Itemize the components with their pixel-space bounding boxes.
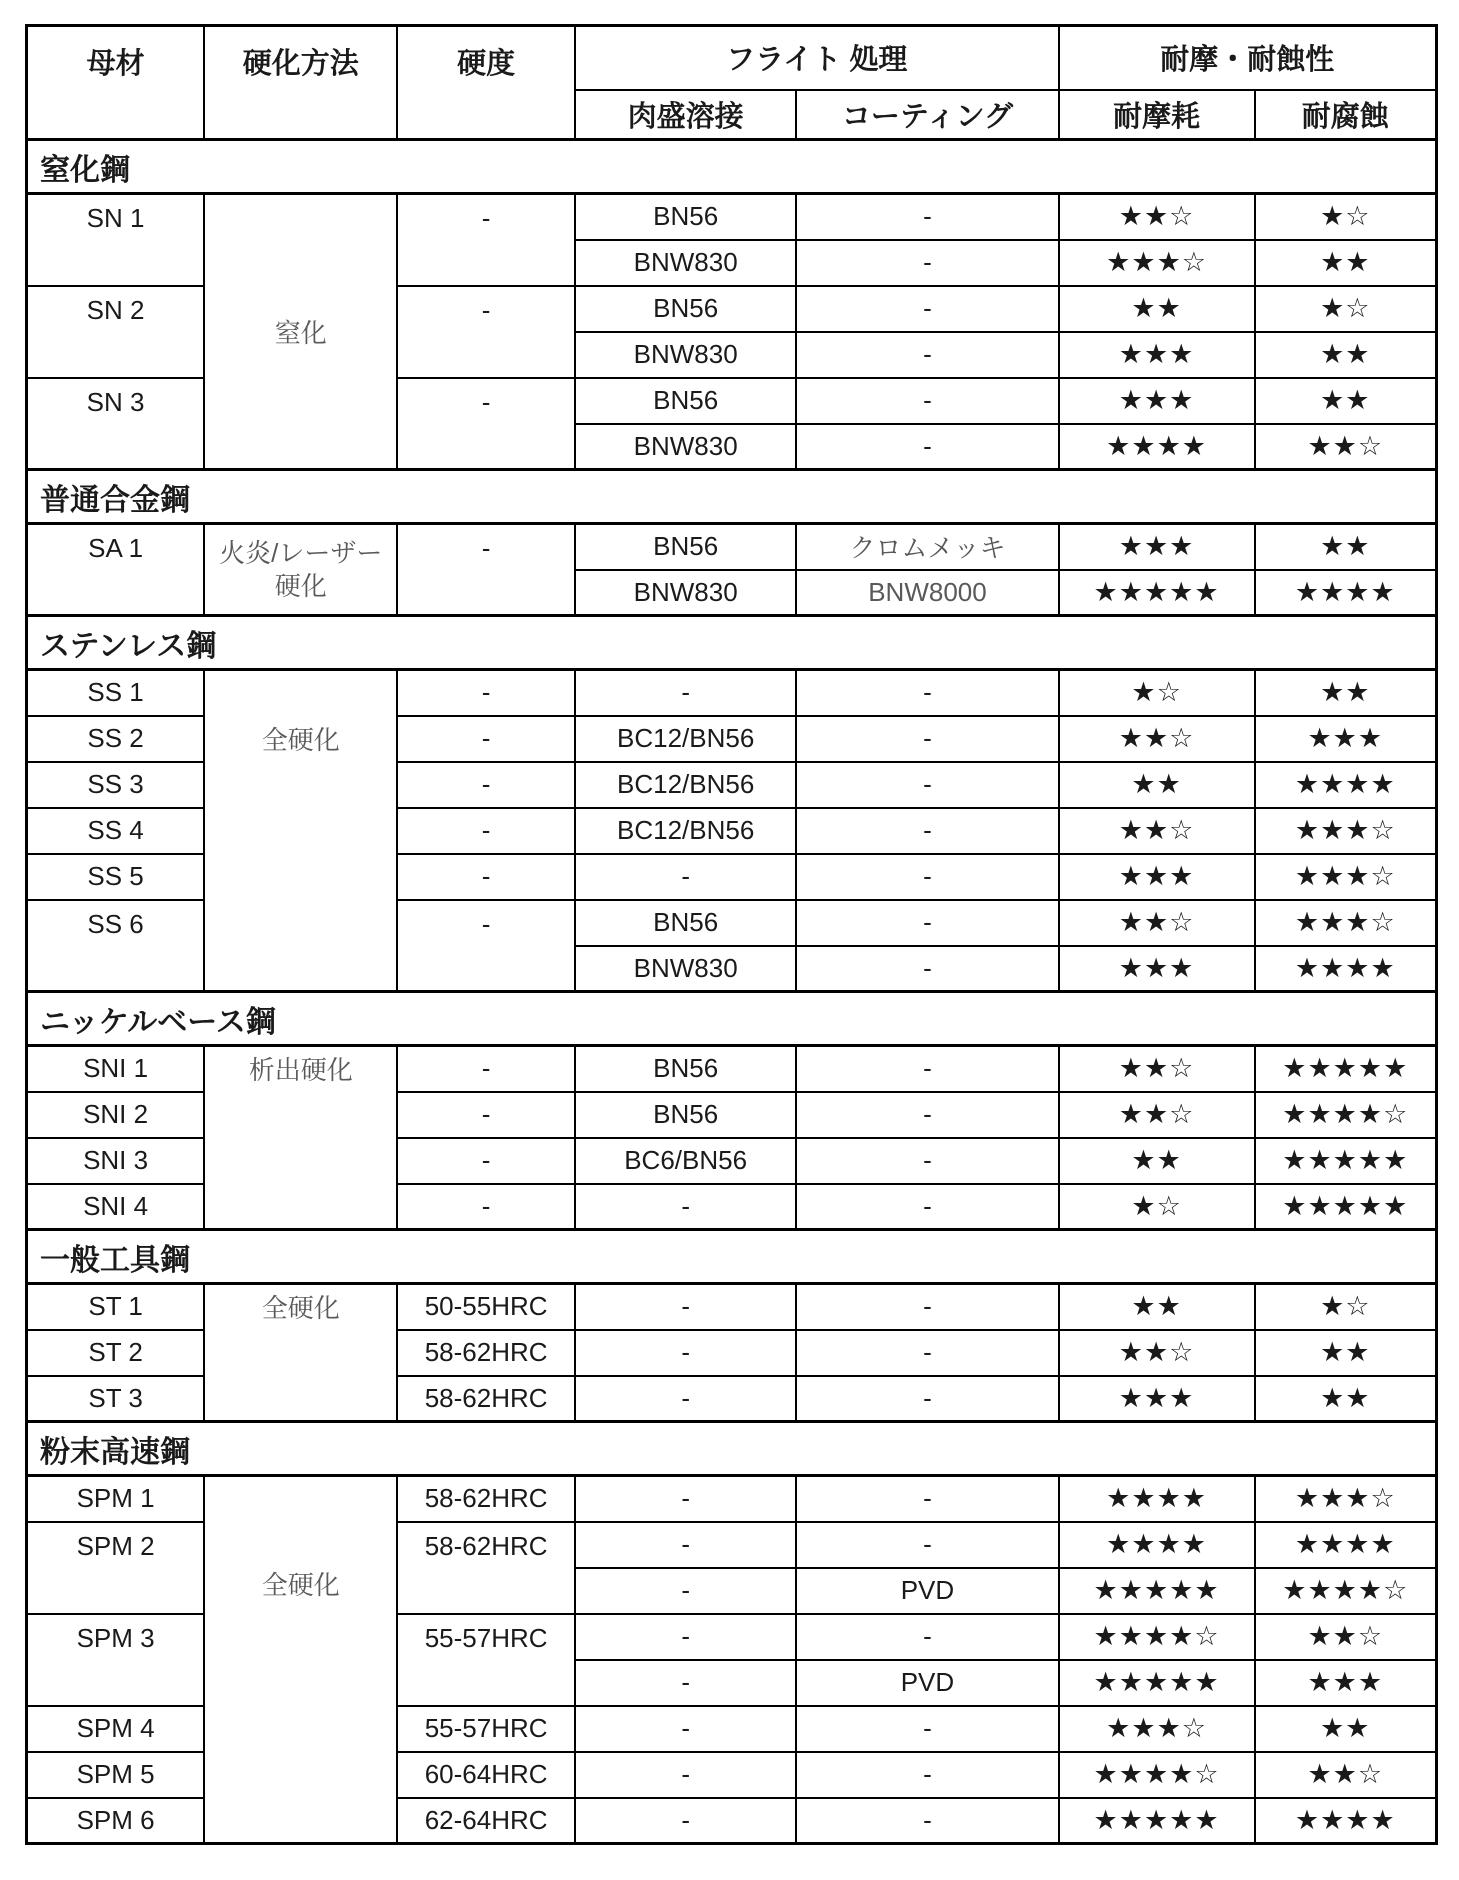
hardness-cell: - [397,670,575,716]
coating-cell: - [796,1046,1058,1092]
coating-cell: - [796,332,1058,378]
section-title: 一般工具鋼 [27,1230,1437,1284]
hardness-cell: 55-57HRC [397,1706,575,1752]
material-cell: SNI 2 [27,1092,205,1138]
corrosion-rating: ★★★☆ [1255,808,1437,854]
material-cell: SS 6 [27,900,205,992]
corrosion-rating: ★☆ [1255,286,1437,332]
section-row [27,992,1437,1046]
hardness-cell: - [397,1138,575,1184]
wear-rating: ★☆ [1059,670,1255,716]
hardness-cell: - [397,286,575,378]
welding-cell: BC6/BN56 [575,1138,796,1184]
wear-rating: ★★★ [1059,524,1255,570]
corrosion-rating: ★★ [1255,524,1437,570]
hardness-cell: - [397,716,575,762]
material-cell: SPM 5 [27,1752,205,1798]
table-row [27,1476,1437,1522]
material-cell: SS 3 [27,762,205,808]
corrosion-rating: ★★ [1255,670,1437,716]
material-cell: SN 3 [27,378,205,470]
section-row [27,140,1437,194]
welding-cell: - [575,1568,796,1614]
wear-rating: ★★★ [1059,854,1255,900]
coating-cell: - [796,716,1058,762]
wear-rating: ★★★★☆ [1059,1614,1255,1660]
material-cell: SPM 2 [27,1522,205,1614]
method-cell: 全硬化 [204,1476,397,1844]
wear-rating: ★★★★★ [1059,570,1255,616]
corrosion-rating: ★★★★ [1255,570,1437,616]
hardness-cell: 62-64HRC [397,1798,575,1844]
coating-cell: - [796,946,1058,992]
section-title: ニッケルベース鋼 [27,992,1437,1046]
wear-rating: ★★ [1059,1284,1255,1330]
material-cell: SPM 4 [27,1706,205,1752]
material-cell: SPM 3 [27,1614,205,1706]
header-hardness: 硬度 [397,26,575,140]
corrosion-rating: ★★ [1255,378,1437,424]
table-row [27,194,1437,240]
wear-rating: ★★☆ [1059,1330,1255,1376]
coating-cell: - [796,1184,1058,1230]
wear-rating: ★★☆ [1059,1092,1255,1138]
wear-rating: ★★★★★ [1059,1660,1255,1706]
corrosion-rating: ★★ [1255,1706,1437,1752]
material-cell: ST 3 [27,1376,205,1422]
header-coating: コーティング [796,90,1058,140]
section-row [27,1230,1437,1284]
corrosion-rating: ★★★★☆ [1255,1092,1437,1138]
wear-rating: ★★★ [1059,946,1255,992]
method-cell: 全硬化 [204,1284,397,1422]
hardness-cell: 58-62HRC [397,1476,575,1522]
coating-cell: - [796,762,1058,808]
method-cell: 火炎/レーザー硬化 [204,524,397,616]
coating-cell: - [796,1614,1058,1660]
corrosion-rating: ★★★☆ [1255,1476,1437,1522]
corrosion-rating: ★★★☆ [1255,854,1437,900]
corrosion-rating: ★★ [1255,332,1437,378]
wear-rating: ★★☆ [1059,900,1255,946]
welding-cell: - [575,1522,796,1568]
section-title: ステンレス鋼 [27,616,1437,670]
welding-cell: - [575,854,796,900]
header-row-1 [27,26,1437,90]
coating-cell: クロムメッキ [796,524,1058,570]
coating-cell: - [796,1138,1058,1184]
welding-cell: BN56 [575,378,796,424]
welding-cell: - [575,1660,796,1706]
material-spec-table [25,24,1438,1845]
corrosion-rating: ★★★★ [1255,1522,1437,1568]
coating-cell: - [796,1522,1058,1568]
wear-rating: ★★☆ [1059,808,1255,854]
corrosion-rating: ★★★★ [1255,946,1437,992]
wear-rating: ★☆ [1059,1184,1255,1230]
method-cell: 全硬化 [204,670,397,992]
welding-cell: BN56 [575,286,796,332]
hardness-cell: 58-62HRC [397,1376,575,1422]
hardness-cell: - [397,194,575,286]
coating-cell: - [796,194,1058,240]
wear-rating: ★★★ [1059,378,1255,424]
material-cell: SN 2 [27,286,205,378]
corrosion-rating: ★★ [1255,1376,1437,1422]
wear-rating: ★★★★ [1059,424,1255,470]
wear-rating: ★★☆ [1059,1046,1255,1092]
header-wear-resistance: 耐摩耗 [1059,90,1255,140]
welding-cell: BNW830 [575,332,796,378]
wear-rating: ★★★☆ [1059,1706,1255,1752]
corrosion-rating: ★★★☆ [1255,900,1437,946]
wear-rating: ★★★★ [1059,1522,1255,1568]
material-cell: SNI 4 [27,1184,205,1230]
coating-cell: - [796,808,1058,854]
hardness-cell: - [397,1092,575,1138]
wear-rating: ★★☆ [1059,716,1255,762]
welding-cell: BN56 [575,524,796,570]
corrosion-rating: ★★ [1255,240,1437,286]
welding-cell: BNW830 [575,570,796,616]
welding-cell: - [575,1798,796,1844]
wear-rating: ★★ [1059,286,1255,332]
corrosion-rating: ★★★★★ [1255,1184,1437,1230]
header-base-material: 母材 [27,26,205,140]
welding-cell: - [575,1184,796,1230]
hardness-cell: - [397,900,575,992]
material-cell: SS 4 [27,808,205,854]
coating-cell: - [796,1376,1058,1422]
section-title: 普通合金鋼 [27,470,1437,524]
coating-cell: - [796,1476,1058,1522]
method-cell: 析出硬化 [204,1046,397,1230]
header-wear-corrosion-group: 耐摩・耐蝕性 [1059,26,1437,90]
wear-rating: ★★★☆ [1059,240,1255,286]
table-row [27,670,1437,716]
welding-cell: BN56 [575,194,796,240]
welding-cell: BNW830 [575,240,796,286]
coating-cell: - [796,670,1058,716]
coating-cell: PVD [796,1660,1058,1706]
hardness-cell: - [397,808,575,854]
coating-cell: - [796,378,1058,424]
corrosion-rating: ★★☆ [1255,1614,1437,1660]
hardness-cell: - [397,378,575,470]
wear-rating: ★★★ [1059,332,1255,378]
material-cell: SS 1 [27,670,205,716]
header-flight-treatment: フライト 処理 [575,26,1059,90]
hardness-cell: - [397,1046,575,1092]
hardness-cell: - [397,1184,575,1230]
wear-rating: ★★ [1059,762,1255,808]
section-title: 窒化鋼 [27,140,1437,194]
coating-cell: - [796,1798,1058,1844]
material-cell: SNI 3 [27,1138,205,1184]
coating-cell: - [796,286,1058,332]
welding-cell: - [575,1614,796,1660]
welding-cell: BNW830 [575,946,796,992]
coating-cell: - [796,1752,1058,1798]
section-title: 粉末高速鋼 [27,1422,1437,1476]
welding-cell: - [575,1476,796,1522]
table-row [27,1046,1437,1092]
hardness-cell: 60-64HRC [397,1752,575,1798]
corrosion-rating: ★★★★★ [1255,1138,1437,1184]
coating-cell: - [796,1092,1058,1138]
table-row [27,524,1437,570]
hardness-cell: - [397,762,575,808]
corrosion-rating: ★★★ [1255,1660,1437,1706]
material-cell: SN 1 [27,194,205,286]
material-cell: SA 1 [27,524,205,616]
corrosion-rating: ★★☆ [1255,1752,1437,1798]
method-cell: 窒化 [204,194,397,470]
coating-cell: - [796,240,1058,286]
corrosion-rating: ★★ [1255,1330,1437,1376]
material-cell: SS 5 [27,854,205,900]
corrosion-rating: ★☆ [1255,194,1437,240]
corrosion-rating: ★★☆ [1255,424,1437,470]
welding-cell: BC12/BN56 [575,808,796,854]
material-cell: SNI 1 [27,1046,205,1092]
header-hardening-method: 硬化方法 [204,26,397,140]
section-row [27,470,1437,524]
material-cell: SPM 6 [27,1798,205,1844]
welding-cell: BNW830 [575,424,796,470]
wear-rating: ★★★★★ [1059,1798,1255,1844]
coating-cell: - [796,900,1058,946]
corrosion-rating: ★☆ [1255,1284,1437,1330]
coating-cell: - [796,1330,1058,1376]
material-cell: SS 2 [27,716,205,762]
welding-cell: - [575,1376,796,1422]
hardness-cell: 55-57HRC [397,1614,575,1706]
hardness-cell: 58-62HRC [397,1522,575,1614]
corrosion-rating: ★★★★ [1255,1798,1437,1844]
wear-rating: ★★★★☆ [1059,1752,1255,1798]
material-cell: SPM 1 [27,1476,205,1522]
corrosion-rating: ★★★★☆ [1255,1568,1437,1614]
corrosion-rating: ★★★★★ [1255,1046,1437,1092]
hardness-cell: 58-62HRC [397,1330,575,1376]
table-row [27,1284,1437,1330]
wear-rating: ★★★ [1059,1376,1255,1422]
corrosion-rating: ★★★★ [1255,762,1437,808]
material-cell: ST 1 [27,1284,205,1330]
coating-cell: - [796,424,1058,470]
section-row [27,616,1437,670]
section-row [27,1422,1437,1476]
welding-cell: - [575,1284,796,1330]
coating-cell: - [796,1706,1058,1752]
welding-cell: BN56 [575,1046,796,1092]
wear-rating: ★★★★ [1059,1476,1255,1522]
corrosion-rating: ★★★ [1255,716,1437,762]
welding-cell: - [575,1752,796,1798]
welding-cell: BN56 [575,1092,796,1138]
coating-cell: - [796,854,1058,900]
welding-cell: - [575,1706,796,1752]
hardness-cell: 50-55HRC [397,1284,575,1330]
header-overlay-welding: 肉盛溶接 [575,90,796,140]
wear-rating: ★★☆ [1059,194,1255,240]
coating-cell: - [796,1284,1058,1330]
welding-cell: BN56 [575,900,796,946]
material-cell: ST 2 [27,1330,205,1376]
welding-cell: BC12/BN56 [575,716,796,762]
welding-cell: - [575,1330,796,1376]
hardness-cell: - [397,524,575,616]
header-corrosion-resistance: 耐腐蝕 [1255,90,1437,140]
hardness-cell: - [397,854,575,900]
welding-cell: BC12/BN56 [575,762,796,808]
welding-cell: - [575,670,796,716]
wear-rating: ★★★★★ [1059,1568,1255,1614]
coating-cell: BNW8000 [796,570,1058,616]
coating-cell: PVD [796,1568,1058,1614]
wear-rating: ★★ [1059,1138,1255,1184]
